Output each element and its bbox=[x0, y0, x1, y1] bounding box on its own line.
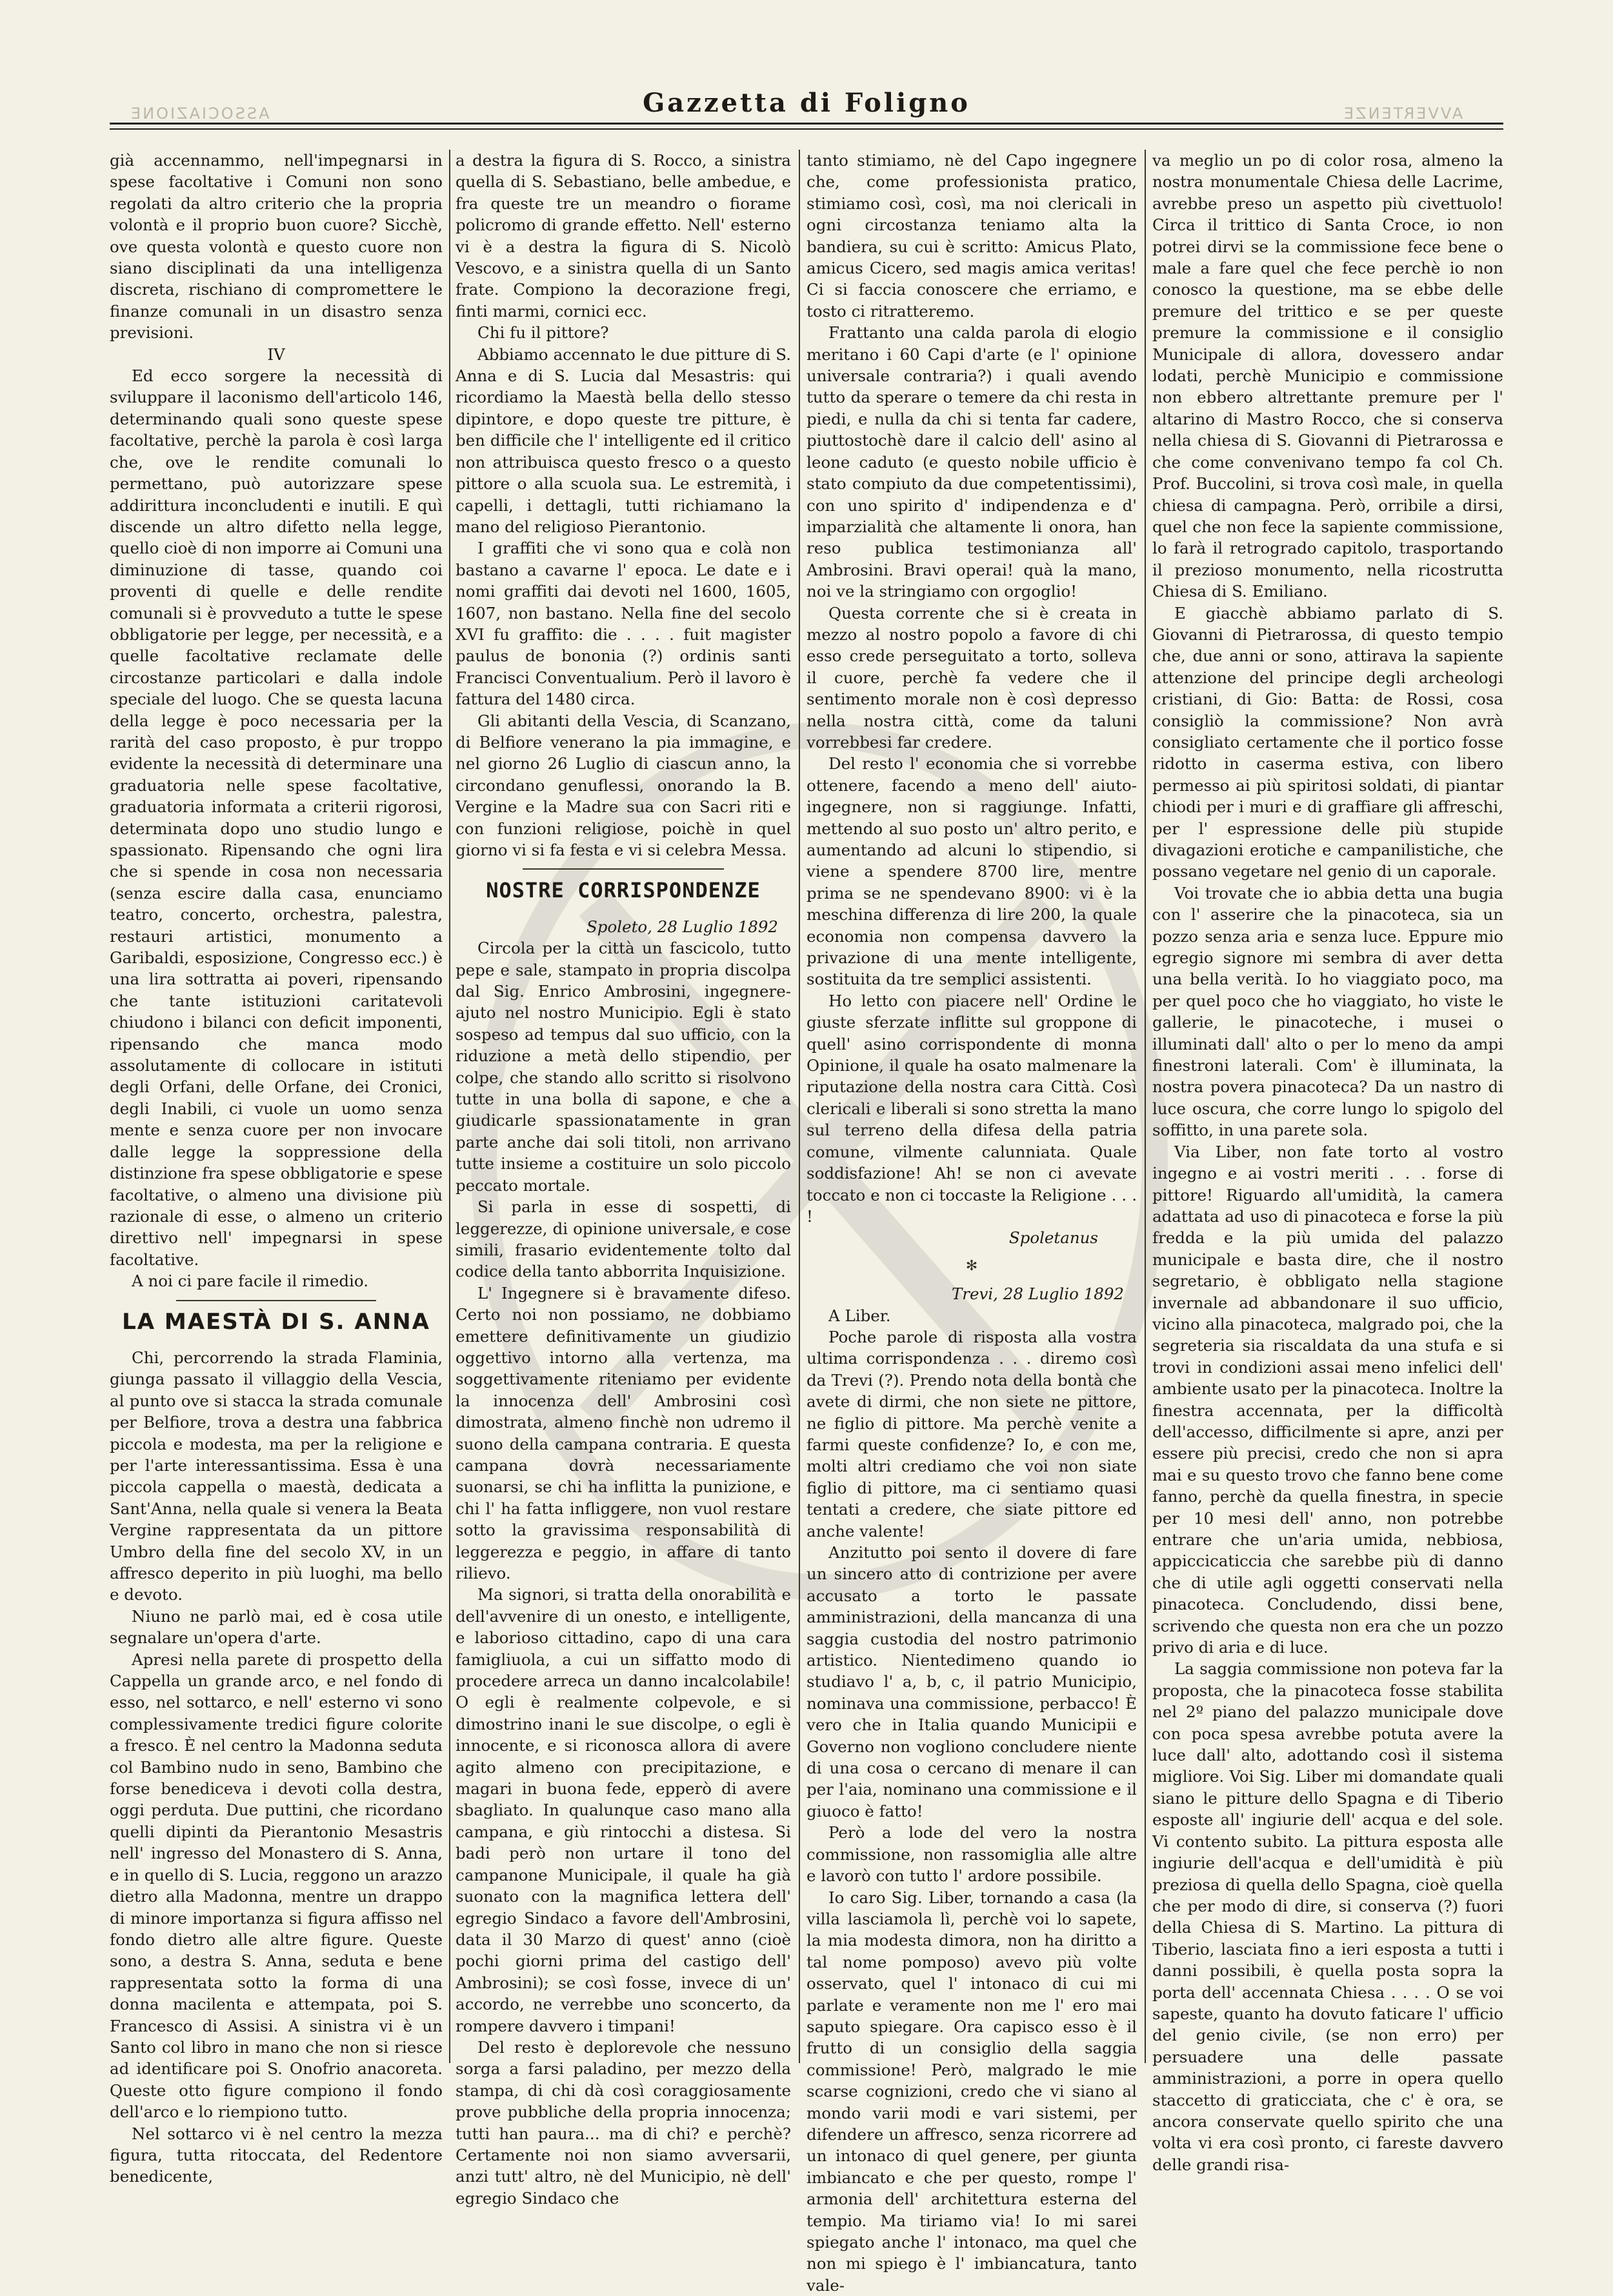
paragraph: a destra la figura di S. Rocco, a sinistra quella di S. Sebastiano, belle ambedue, e fra queste tre un meandro o fiorame policromo di grande effetto. Nell' esterno vi è a destra la figura di S. Nicolò Vescovo, e a sinistra quella di un Santo frate. Compiono la decorazione fregi, finti marmi, cornici ecc. bbox=[456, 150, 791, 322]
dateline: Trevi, 28 Luglio 1892 bbox=[806, 1283, 1137, 1304]
divider bbox=[523, 868, 724, 870]
masthead-rule bbox=[110, 123, 1503, 130]
paragraph: Chi fu il pittore? bbox=[456, 322, 791, 343]
column-4 bbox=[1152, 150, 1503, 2063]
paragraph: Del resto l' economia che si vorrebbe ottenere, facendo a meno dell' aiuto-ingegnere, non si raggiunge. Infatti, mettendo al suo posto un' altro perito, e aumentando ad alcuni lo stipendio, si viene a spendere 8700 lire, mentre prima se ne spendevano 8900: vi è la meschina differenza di lire 200, la quale economia non compensa davvero la privazione di una mente intelligente, sostituita da tre semplici assistenti. bbox=[806, 753, 1137, 990]
ornament-icon: ✻ bbox=[806, 1255, 1137, 1277]
column-1 bbox=[110, 150, 443, 2063]
paragraph: A noi ci pare facile il rimedio. bbox=[110, 1270, 443, 1292]
paragraph: già accennammo, nell'impegnarsi in spese facoltative i Comuni non sono regolati da altro criterio che la propria volontà e il proprio buon cuore? Sicchè, ove questa volontà e questo cuore non siano disciplinati da una intelligenza discreta, rischiano di compromettere le finanze comunali in un disastro senza previsioni. bbox=[110, 150, 443, 344]
masthead bbox=[110, 88, 1503, 133]
paragraph: Via Liber, non fate torto al vostro ingegno e ai vostri meriti . . . forse di pittore! Riguardo all'umidità, la camera adattata ad uso di pinacoteca e forse la più fredda e la più umida del palazzo municipale e basta dire, che il nostro segretario, è obbligato nella stagione invernale ad abbandonare il suo ufficio, vicino alla pinacoteca, malgrado poi, che la segreteria sia riscaldata da una stufa e si trovi in condizioni assai meno infelici dell' ambiente usato per la pinacoteca. Inoltre la finestra accennata, per la difficoltà dell'accesso, difficilmente si apre, anzi per essere più precisi, credo che non si apra mai e su questo trovo che fanno bene come fanno, perchè da quella finestra, in specie per 10 mesi dell' anno, non potrebbe entrare che un'aria umida, nebbiosa, appiccicaticcia che sarebbe più di danno che di utile agli oggetti conservati nella pinacoteca. Concludendo, dissi bene, scrivendo che questa non era che un pozzo privo di aria e di luce. bbox=[1152, 1141, 1503, 1659]
divider bbox=[176, 1300, 376, 1301]
paragraph: Ma signori, si tratta della onorabilità e dell'avvenire di un onesto, e intelligente, e laborioso cittadino, capo di una cara famigliuola, a cui un siffatto modo di procedere arreca un danno incalcolabile! O egli è realmente colpevole, e si dimostrino inani le sue discolpe, o egli è innocente, e si riconosca allora di avere agito almeno con precipitazione, e magari in buona fede, epperò di avere sbagliato. In qualunque caso mano alla campana, e giù rintocchi a distesa. Si badi però non urtare il tono del campanone Municipale, il quale ha già suonato con la magnifica lettera dell' egregio Sindaco a favore dell'Ambrosini, data il 30 Marzo di quest' anno (cioè pochi giorni prima del castigo dell' Ambrosini); se così fosse, invece di un' accordo, ne verrebbe uno sconcerto, da rompere davvero i timpani! bbox=[456, 1584, 791, 2037]
paragraph: Questa corrente che si è creata in mezzo al nostro popolo a favore di chi esso crede perseguitato a torto, solleva il cuore, perchè fa vedere che il sentimento morale non è così depresso nella nostra città, come da taluni vorrebbesi far credere. bbox=[806, 603, 1137, 754]
dateline: Spoleto, 28 Luglio 1892 bbox=[456, 916, 791, 937]
paragraph: E giacchè abbiamo parlato di S. Giovanni di Pietrarossa, di questo tempio che, due anni or sono, attirava la sapiente attenzione del principe degli archeologi cristiani, di Gio: Batta: de Rossi, cosa consigliò la commissione? Non avrà consigliato certamente che il portico fosse ridotto in caserma estiva, con libero permesso ai più spiritosi soldati, di piantar chiodi per i muri e di graffiare gli affreschi, per l' espressione delle più stupide divagazioni erotiche e campanilistiche, che possano vegetare nel genio di un caporale. bbox=[1152, 603, 1503, 883]
signature: Spoletanus bbox=[806, 1227, 1137, 1248]
paragraph: Anzitutto poi sento il dovere di fare un sincero atto di contrizione per avere accusato a torto le passate amministrazioni, della mancanza di una saggia custodia del nostro patrimonio artistico. Nientedimeno quando io studiavo l' a, b, c, il patrio Municipio, nominava una commissione, perbacco! È vero che in Italia quando Municipii e Governo non vogliono concludere niente di una cosa o cercano di menare il can per l'aia, nominano una commissione e il giuoco è fatto! bbox=[806, 1542, 1137, 1822]
paragraph: Ed ecco sorgere la necessità di sviluppare il laconismo dell'articolo 146, determinando quali sono queste spese facoltative, perchè la parola è così larga che, ove le rendite comunali lo permettano, può autorizzare spese addirittura inconcludenti e inutili. E quì discende un altro difetto nella legge, quello cioè di non imporre ai Comuni una diminuzione di tasse, quando coi proventi di quelle e delle rendite comunali si è provveduto a tutte le spese obbligatorie per legge, per necessità, e a quelle facoltative reclamate delle circostanze particolari e dalla indole speciale del luogo. Che se questa lacuna della legge è poco necessaria per la rarità del caso proposto, è pur troppo evidente la necessità di determinare una graduatoria nelle spese facoltative, graduatoria informata a criterii rigorosi, determinata dopo uno studio lungo e spassionato. Ripensando che ogni lira che si spende in cosa non necessaria (senza escire dalla casa, enunciamo teatro, concerto, orchestra, palestra, restauri artistici, monumento a Garibaldi, esposizione, Congresso ecc.) è una lira sottratta ai poveri, ripensando che tante istituzioni caritatevoli chiudono i bilanci con deficit imponenti, ripensando che manca modo assolutamente di collocare in istituti degli Orfani, delle Orfane, dei Cronici, degli Inabili, ci vuole un uomo senza mente e senza cuore per non invocare dalle legge la soppressione della distinzione fra spese obbligatorie e spese facoltative, o almeno una divisione più razionale di esse, o almeno un criterio direttivo nell' impegnarsi in spese facoltative. bbox=[110, 365, 443, 1270]
column-rule-1 bbox=[449, 150, 450, 2063]
column-3 bbox=[806, 150, 1137, 2063]
paragraph: Frattanto una calda parola di elogio meritano i 60 Capi d'arte (e l' opinione universale contraria?) i quali avendo tutto da sperare o temere da chi resta in piedi, e nulla da chi si tenta far cadere, piuttostochè dare il calcio dell' asino al leone caduto (e questo nobile ufficio è stato compiuto da due competentissimi), con uno spirito d' indipendenza e d' imparzialità che altamente li onora, han reso publica testimonianza all' Ambrosini. Bravi operai! quà la mano, noi ve la stringiamo con orgoglio! bbox=[806, 322, 1137, 602]
paragraph: Del resto è deplorevole che nessuno sorga a farsi paladino, per mezzo della stampa, di chi dà così coraggiosamente prove pubbliche della propria innocenza; tutti han paura... ma di chi? e perchè? Certamente noi non siamo avversarii, anzi tutt' altro, nè del Municipio, nè dell' egregio Sindaco che bbox=[456, 2037, 791, 2209]
paragraph: Ho letto con piacere nell' Ordine le giuste sferzate inflitte sul groppone di quell' asino corrispondente di monna Opinione, il quale ha osato malmenare la riputazione della nostra cara Città. Così clericali e liberali si sono stretta la mano sul terreno della difesa della patria comune, vilmente calunniata. Quale soddisfazione! Ah! se non ci avevate toccato e non ci toccaste la Religione . . . ! bbox=[806, 990, 1137, 1227]
paragraph: Niuno ne parlò mai, ed è cosa utile segnalare un'opera d'arte. bbox=[110, 1606, 443, 1649]
paragraph: La saggia commissione non poteva far la proposta, che la pinacoteca fosse stabilita nel 2º piano del palazzo municipale dove con poca spesa avrebbe potuta avere la luce dall' alto, adottando così il sistema migliore. Voi Sig. Liber mi domandate quali siano le pitture dello Spagna e di Tiberio esposte all' ingiurie dell' acqua e del sole. Vi contento subito. La pittura esposta alle ingiurie dell'acqua e dell'umidità è più preziosa di quella dello Spagna, cioè quella che per modo di dire, si conserva (?) fuori della Chiesa di S. Martino. La pittura di Tiberio, lasciata fino a ieri esposta a tutti i danni possibili, è quella posta sopra la porta dell' accennata Chiesa . . . . O se voi sapeste, quanto ha dovuto faticare l' ufficio del genio civile, (se non erro) per persuadere una delle passate amministrazioni, a porre in opera quello staccetto di graticciata, che c' è ora, se ancora conservate quello spirito che una volta vi era così pronto, ci fareste davvero delle grandi risa- bbox=[1152, 1658, 1503, 2175]
paragraph: L' Ingegnere si è bravamente difeso. Certo noi non possiamo, ne dobbiamo emettere definitivamente un giudizio oggettivo intorno alla vertenza, ma soggettivamente riteniamo per evidente la innocenza dell' Ambrosini così dimostrata, almeno finchè non udremo il suono della campana contraria. E questa campana dovrà necessariamente suonarsi, se chi ha inflitta la punizione, e chi l' ha fatta infliggere, non vuol restare sotto la gravissima responsabilità di leggerezza e peggio, in affare di tanto rilievo. bbox=[456, 1283, 791, 1584]
paragraph: tanto stimiamo, nè del Capo ingegnere che, come professionista pratico, stimiamo così, così, ma noi clericali in ogni circostanza teniamo alta la bandiera, su cui è scritto: Amicus Plato, amicus Cicero, sed magis amica veritas! Ci si faccia conoscere che erriamo, e tosto ci ritratteremo. bbox=[806, 150, 1137, 322]
ghost-text-right: AVVERTENZE bbox=[1342, 105, 1463, 123]
paragraph: Abbiamo accennato le due pitture di S. Anna e di S. Lucia dal Mesastris: qui ricordiamo la Maestà bella dello stesso dipintore, e dopo queste tre pitture, è ben difficile che l' intelligente ed il critico non attribuisca questo fresco o a questo pittore o alla scuola sua. Le estremità, i capelli, i dettagli, tutti richiamano la mano del religioso Pierantonio. bbox=[456, 344, 791, 538]
paragraph: Nel sottarco vi è nel centro la mezza figura, tutta ritoccata, del Redentore benedicente, bbox=[110, 2123, 443, 2188]
paragraph: Si parla in esse di sospetti, di leggerezze, di opinione universale, e cose simili, frasario evidentemente tolto dal codice della tanto abborrita Inquisizione. bbox=[456, 1196, 791, 1283]
paragraph: Circola per la città un fascicolo, tutto pepe e sale, stampato in propria discolpa dal Sig. Enrico Ambrosini, ingegnere-ajuto nel nostro Municipio. Egli è stato sospeso ad tempus dal suo ufficio, con la riduzione a metà dello stipendio, per colpe, che stando allo scritto si risolvono tutte in una bolla di sapone, e che a giudicarle spassionatamente in gran parte anche dai soli titoli, non arrivano tutte insieme a costituire un solo piccolo peccato mortale. bbox=[456, 937, 791, 1196]
salutation: A Liber. bbox=[806, 1305, 1137, 1326]
column-2 bbox=[456, 150, 791, 2063]
column-rule-3 bbox=[1145, 150, 1146, 2063]
paragraph: Chi, percorrendo la strada Flaminia, giunga passato il villaggio della Vescia, al punto ove si stacca la strada comunale per Belfiore, trova a destra una fabbrica piccola e modesta, ma per la religione e per l'arte interessantissima. Essa è una piccola cappella o maestà, dedicata a Sant'Anna, nella quale si venera la Beata Vergine rappresentata da un pittore Umbro della fine del secolo XV, in un affresco deperito in più luoghi, ma bello e devoto. bbox=[110, 1347, 443, 1606]
newspaper-title: Gazzetta di Foligno bbox=[110, 88, 1503, 118]
paragraph: Io caro Sig. Liber, tornando a casa (la villa lasciamola lì, perchè voi lo sapete, la mia modesta dimora, non ha diritto a tal nome pomposo) avevo più volte osservato, quel l' intonaco di cui mi parlate e veramente non me l' ero mai saputo spiegare. Ora capisco esso è il frutto di un consiglio della saggia commissione! Però, malgrado le mie scarse cognizioni, credo che vi siano al mondo varii modi e vari sistemi, per difendere un affresco, senza ricorrere ad un intonaco di quel genere, per giunta imbiancato e che per questo, rompe l' armonia dell' architettura esterna del tempio. Ma tiriamo via! Io mi sarei spiegato anche l' intonaco, ma quel che non mi spiego è l' imbiancatura, tanto vale- bbox=[806, 1887, 1137, 2296]
article-heading-maesta: LA MAESTÀ DI S. ANNA bbox=[110, 1312, 443, 1333]
section-number: IV bbox=[110, 344, 443, 365]
column-rule-2 bbox=[799, 150, 800, 2063]
paragraph: va meglio un po di color rosa, almeno la nostra monumentale Chiesa delle Lacrime, avrebbe preso un aspetto più civettuolo! Circa il trittico di Santa Croce, io non potrei dirvi se la commissione fece bene o male a fare quel che fece perchè io non conosco la questione, ma se ebbe delle premure del trittico e se per queste premure la commissione e il consiglio Municipale di allora, dovessero andar lodati, perchè Municipio e commissione non ebbero altrettante premure per l' altarino di Mastro Rocco, che si conserva nella chiesa di S. Giovanni di Pietrarossa e che come convenivano tempo fa col Ch. Prof. Buccolini, si trova così male, in quella chiesa di campagna. Però, orribile a dirsi, quel che non fece la sapiente commissione, lo farà il retrogrado capitolo, trasportando il prezioso monumento, nella ricostrutta Chiesa di S. Emiliano. bbox=[1152, 150, 1503, 603]
paragraph: I graffiti che vi sono qua e colà non bastano a cavarne l' epoca. Le date e i nomi graffiti dai devoti nel 1600, 1605, 1607, non bastano. Nella fine del secolo XVI fu graffito: die . . . . fuit magister paulus de bononia (?) ordinis santi Francisci Conventualium. Però il lavoro è fattura del 1480 circa. bbox=[456, 537, 791, 710]
paragraph: Apresi nella parete di prospetto della Cappella un grande arco, e nel fondo di esso, nel sottarco, e nell' esterno vi sono complessivamente tredici figure colorite a fresco. È nel centro la Madonna seduta col Bambino nudo in seno, Bambino che forse benediceva i devoti colla destra, oggi perduta. Due puttini, che ricordano quelli dipinti da Pierantonio Mesastris nell' ingresso del Monastero di S. Anna, e in quello di S. Lucia, reggono un arazzo dietro alla Madonna, mentre un drappo di minore importanza si figura affisso nel fondo dietro alle altre figure. Queste sono, a destra S. Anna, seduta e bene rappresentata sotto la forma di una donna macilenta e attempata, poi S. Francesco di Assisi. A sinistra vi è un Santo col libro in mano che non si riesce ad identificare poi S. Onofrio anacoreta. Queste otto figure compiono il fondo dell'arco e lo riempiono tutto. bbox=[110, 1649, 443, 2123]
ghost-text-left: ASSOCIAZIONE bbox=[129, 105, 270, 123]
paragraph: Però a lode del vero la nostra commissione, non rassomiglia alle altre e lavorò con tutto l' ardore possibile. bbox=[806, 1822, 1137, 1886]
paragraph: Poche parole di risposta alla vostra ultima corrispondenza . . . diremo così da Trevi (?). Prendo nota della bontà che avete di dirmi, che non siete ne pittore, ne figlio di pittore. Ma perchè venite a farmi queste confidenze? Io, e con me, molti altri crediamo che voi non siate figlio di pittore, ma ci sentiamo quasi tentati a credere, che siate pittore ed anche valente! bbox=[806, 1326, 1137, 1542]
paragraph: Gli abitanti della Vescia, di Scanzano, di Belfiore venerano la pia immagine, e nel giorno 26 Luglio di ciascun anno, la circondano genuflessi, onorando la B. Vergine e la Madre sua con Sacri riti e con funzioni religiose, poichè in quel giorno vi si fa festa e vi si celebra Messa. bbox=[456, 710, 791, 861]
article-heading-corrispondenze: NOSTRE CORRISPONDENZE bbox=[456, 880, 791, 901]
paragraph: Voi trovate che io abbia detta una bugia con l' asserire che la pinacoteca, sia un pozzo senza aria e senza luce. Eppure mio egregio signore mi sembra di aver detta una bella verità. Io ho viaggiato poco, ma per quel poco che ho viaggiato, ho viste le gallerie, le pinacoteche, i musei o illuminati dall' alto o per lo meno da ampi finestroni laterali. Com' è illuminata, la nostra povera pinacoteca? Da un nastro di luce oscura, che corre lungo lo spigolo del soffitto, in una parete sola. bbox=[1152, 883, 1503, 1141]
